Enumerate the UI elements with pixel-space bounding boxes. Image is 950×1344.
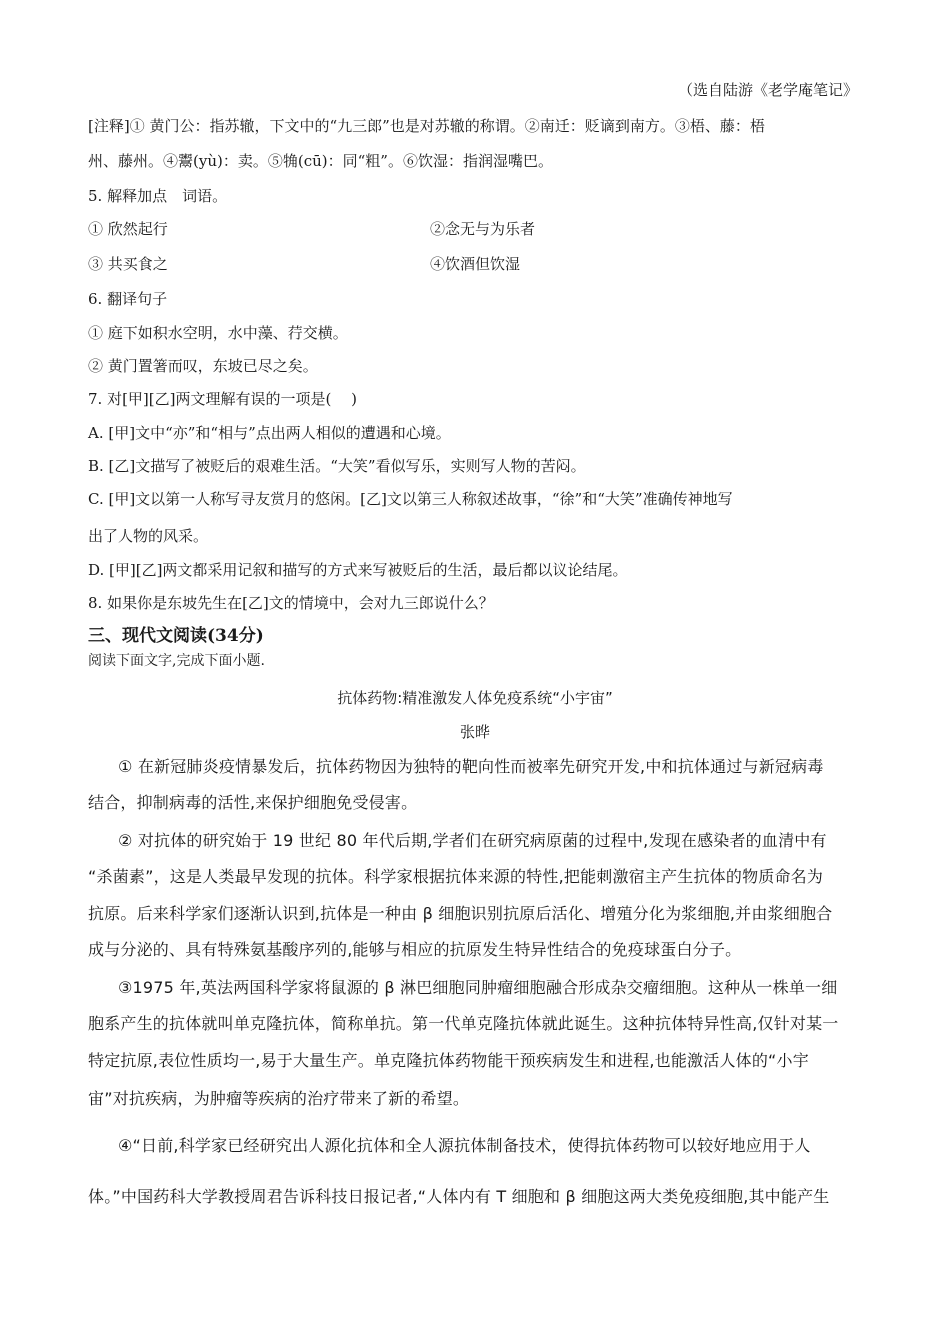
article-line: 结合，抑制病毒的活性,来保护细胞免受侵害。 <box>88 793 418 812</box>
question-5-stem: 5. 解释加点 词语。 <box>88 187 228 205</box>
question-5-option <box>88 219 536 239</box>
question-7-option-a: A. [甲]文中“亦”和“相与”点出两人相似的遭遇和心境。 <box>88 424 451 442</box>
option-2: ②念无与为乐者 <box>430 220 536 238</box>
article-line: 特定抗原,表位性质均一,易于大量生产。单克隆抗体药物能干预疾病发生和进程,也能激活人体的“小宇 <box>88 1051 809 1070</box>
option-3: ③ 共买食之 <box>88 255 168 273</box>
option-1: ① 欣然起行 <box>88 220 168 238</box>
question-6-stem: 6. 翻译句子 <box>88 290 168 308</box>
article-line: 胞系产生的抗体就叫单克隆抗体，简称单抗。第一代单克隆抗体就此诞生。这种抗体特异性高,仅针对某一 <box>88 1014 839 1033</box>
article-line: ③1975 年,英法两国科学家将鼠源的 β 淋巴细胞同肿瘤细胞融合形成杂交瘤细胞。这种从一株单一细 <box>118 978 838 997</box>
question-6-sentence: ① 庭下如积水空明，水中藻、荇交横。 <box>88 324 348 342</box>
notes-line: [注释]① 黄门公：指苏辙，下文中的“九三郎”也是对苏辙的称谓。②南迁：贬谪到南方。③梧、藤：梧 <box>88 117 765 135</box>
article-title: 抗体药物:精准激发人体免疫系统“小宇宙” <box>337 689 613 707</box>
article-line: ② 对抗体的研究始于 19 世纪 80 年代后期,学者们在研究病原菌的过程中,发现在感染者的血清中有 <box>118 831 827 850</box>
article-line: 成与分泌的、具有特殊氨基酸序列的,能够与相应的抗原发生特异性结合的免疫球蛋白分子。 <box>88 940 742 959</box>
question-5-option <box>88 254 521 274</box>
section-heading: 三、现代文阅读(34分) <box>88 626 264 646</box>
question-7-stem: 7. 对[甲][乙]两文理解有误的一项是( ) <box>88 390 357 408</box>
article-line: ④“日前,科学家已经研究出人源化抗体和全人源抗体制备技术，使得抗体药物可以较好地应用于人 <box>118 1136 811 1155</box>
question-8-stem: 8. 如果你是东坡先生在[乙]文的情境中，会对九三郎说什么？ <box>88 594 494 612</box>
article-line: 宙”对抗疾病，为肿瘤等疾病的治疗带来了新的希望。 <box>88 1089 470 1108</box>
notes-line: 州、藤州。④鬻(yù)：卖。⑤觕(cū)：同“粗”。⑥饮湿：指润湿嘴巴。 <box>88 152 553 170</box>
option-4: ④饮酒但饮湿 <box>430 255 521 273</box>
question-7-option-b: B. [乙]文描写了被贬后的艰难生活。“大笑”看似写乐，实则写人物的苦闷。 <box>88 457 586 475</box>
article-line: ① 在新冠肺炎疫情暴发后，抗体药物因为独特的靶向性而被率先研究开发,中和抗体通过与新冠病毒 <box>118 757 824 776</box>
question-7-option-d: D. [甲][乙]两文都采用记叙和描写的方式来写被贬后的生活，最后都以议论结尾。 <box>88 561 628 579</box>
question-7-option-c: C. [甲]文以第一人称写寻友赏月的悠闲。[乙]文以第三人称叙述故事，“徐”和“大笑”准确传神地写 <box>88 490 733 508</box>
article-line: 体。”中国药科大学教授周君告诉科技日报记者,“人体内有 T 细胞和 β 细胞这两大类免疫细胞,其中能产生 <box>88 1187 830 1206</box>
article-line: “杀菌素”，这是人类最早发现的抗体。科学家根据抗体来源的特性,把能刺激宿主产生抗体的物质命名为 <box>88 867 824 886</box>
section-instruction: 阅读下面文字,完成下面小题. <box>88 653 265 669</box>
question-7-option-c-cont: 出了人物的风采。 <box>88 527 209 545</box>
question-6-sentence: ② 黄门置箸而叹，东坡已尽之矣。 <box>88 357 318 375</box>
article-line: 抗原。后来科学家们逐渐认识到,抗体是一种由 β 细胞识别抗原后活化、增殖分化为浆细胞,并由浆细胞合 <box>88 904 833 923</box>
article-author: 张晔 <box>459 723 490 741</box>
source-citation: （选自陆游《老学庵笔记》 <box>677 81 858 99</box>
